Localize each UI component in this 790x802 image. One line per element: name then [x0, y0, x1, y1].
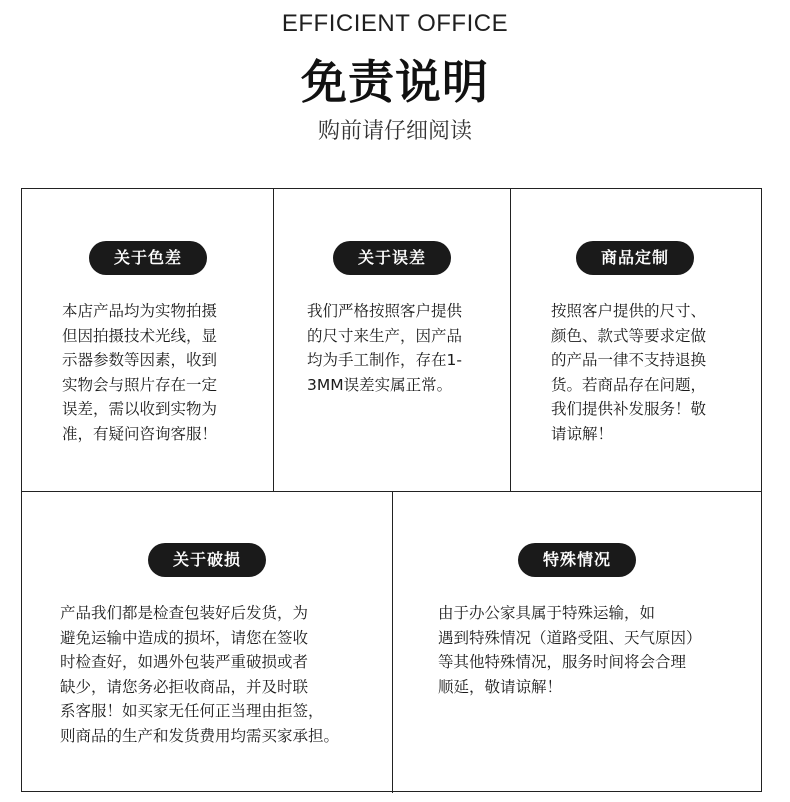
section-badge: 关于破损	[148, 543, 266, 577]
section-text: 我们严格按照客户提供 的尺寸来生产，因产品 均为手工制作，存在1- 3MM误差实属正常。	[307, 302, 463, 394]
size-tolerance-section	[273, 189, 510, 491]
brand-eyebrow: EFFICIENT OFFICE	[281, 10, 509, 37]
section-badge: 关于误差	[333, 241, 451, 275]
section-text: 按照客户提供的尺寸、 颜色、款式等要求定做 的产品一律不支持退换 货。若商品存在问题， 我们提供补发服务！敬 请谅解！	[551, 302, 707, 443]
section-badge: 商品定制	[576, 241, 694, 275]
page-subtitle: 购前请仔细阅读	[317, 119, 472, 144]
section-text: 产品我们都是检查包装好后发货，为 避免运输中造成的损坏，请您在签收 时检查好，如遇外包装严重破损或者 缺少，请您务必拒收商品，并及时联 系客服！如买家无任何正当理由拒签， 则商品的生产和发货费用均需买家承担。	[60, 604, 340, 745]
damage-section	[22, 491, 392, 791]
disclaimer-grid	[21, 188, 762, 792]
section-text: 由于办公家具属于特殊运输，如 遇到特殊情况（道路受阻、天气原因） 等其他特殊情况，服务时间将会合理 顺延，敬请谅解！	[438, 604, 702, 696]
section-badge: 特殊情况	[518, 543, 636, 577]
color-difference-section	[22, 189, 273, 491]
page-title: 免责说明	[301, 55, 489, 109]
section-badge: 关于色差	[89, 241, 207, 275]
custom-order-section	[510, 189, 761, 491]
special-circumstances-section	[392, 491, 761, 791]
section-text: 本店产品均为实物拍摄 但因拍摄技术光线，显 示器参数等因素，收到 实物会与照片存在一定 误差，需以收到实物为 准，有疑问咨询客服！	[62, 302, 218, 443]
